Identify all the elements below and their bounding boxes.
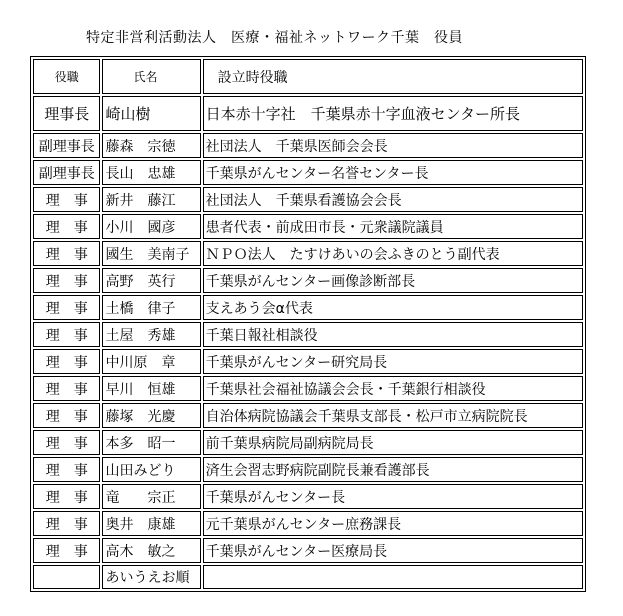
officer-name: 小川 國彦 bbox=[102, 214, 200, 239]
table-row bbox=[33, 268, 583, 293]
table-row bbox=[33, 376, 583, 401]
officer-name: 新井 藤江 bbox=[102, 187, 200, 212]
officer-role: 理 事 bbox=[33, 538, 100, 563]
header-name: 氏名 bbox=[102, 59, 200, 94]
officer-role: 副理事長 bbox=[33, 160, 100, 185]
sort-note: あいうえお順 bbox=[102, 565, 200, 589]
officer-position: 済生会習志野病院副院長兼看護部長 bbox=[203, 457, 583, 482]
officer-name: 土屋 秀雄 bbox=[102, 322, 200, 347]
officer-position: 千葉日報社相談役 bbox=[203, 322, 583, 347]
officer-name: 土橋 律子 bbox=[102, 295, 200, 320]
officer-position: 社団法人 千葉県医師会会長 bbox=[203, 133, 583, 158]
officer-role: 理 事 bbox=[33, 214, 100, 239]
officer-name: 藤森 宗徳 bbox=[102, 133, 200, 158]
officer-position: ＮＰＯ法人 たすけあいの会ふきのとう副代表 bbox=[203, 241, 583, 266]
officer-role: 理 事 bbox=[33, 295, 100, 320]
officer-role: 理 事 bbox=[33, 322, 100, 347]
table-row bbox=[33, 403, 583, 428]
table-row bbox=[33, 538, 583, 563]
officer-name: 藤塚 光慶 bbox=[102, 403, 200, 428]
officer-name: 早川 恒雄 bbox=[102, 376, 200, 401]
officer-role: 理 事 bbox=[33, 511, 100, 536]
officer-name: 本多 昭一 bbox=[102, 430, 200, 455]
table-row bbox=[33, 349, 583, 374]
officer-name: 長山 忠雄 bbox=[102, 160, 200, 185]
officer-position: 自治体病院協議会千葉県支部長・松戸市立病院院長 bbox=[203, 403, 583, 428]
table-row bbox=[33, 160, 583, 185]
officer-role: 理 事 bbox=[33, 376, 100, 401]
officer-position: 千葉県がんセンター医療局長 bbox=[203, 538, 583, 563]
officer-role: 理 事 bbox=[33, 187, 100, 212]
footer-row bbox=[33, 565, 583, 589]
chair-row bbox=[33, 96, 583, 131]
officer-role: 理 事 bbox=[33, 268, 100, 293]
officer-position: 患者代表・前成田市長・元衆議院議員 bbox=[203, 214, 583, 239]
chair-position: 日本赤十字社 千葉県赤十字血液センター所長 bbox=[203, 96, 583, 131]
officer-name: 中川原 章 bbox=[102, 349, 200, 374]
officer-position: 千葉県社会福祉協議会会長・千葉銀行相談役 bbox=[203, 376, 583, 401]
officer-position: 千葉県がんセンター研究局長 bbox=[203, 349, 583, 374]
footer-position bbox=[203, 565, 583, 589]
officer-name: 奥井 康雄 bbox=[102, 511, 200, 536]
officer-role: 理 事 bbox=[33, 457, 100, 482]
table-row bbox=[33, 322, 583, 347]
officer-position: 支えあう会α代表 bbox=[203, 295, 583, 320]
officer-position: 千葉県がんセンター画像診断部長 bbox=[203, 268, 583, 293]
table-row bbox=[33, 187, 583, 212]
officer-name: 竜 宗正 bbox=[102, 484, 200, 509]
officer-role: 理 事 bbox=[33, 484, 100, 509]
footer-role bbox=[33, 565, 100, 589]
officer-name: 國生 美南子 bbox=[102, 241, 200, 266]
table-row bbox=[33, 430, 583, 455]
header-role: 役職 bbox=[33, 59, 100, 94]
officer-position: 元千葉県がんセンター庶務課長 bbox=[203, 511, 583, 536]
table-row bbox=[33, 241, 583, 266]
officer-name: 山田みどり bbox=[102, 457, 200, 482]
officer-position: 社団法人 千葉県看護協会会長 bbox=[203, 187, 583, 212]
officer-role: 副理事長 bbox=[33, 133, 100, 158]
table-row bbox=[33, 484, 583, 509]
table-row bbox=[33, 214, 583, 239]
officers-table bbox=[30, 56, 586, 592]
table-row bbox=[33, 511, 583, 536]
header-position: 設立時役職 bbox=[203, 59, 583, 94]
table-header-row bbox=[33, 59, 583, 94]
table-row bbox=[33, 295, 583, 320]
officer-name: 高木 敏之 bbox=[102, 538, 200, 563]
table-row bbox=[33, 133, 583, 158]
officer-role: 理 事 bbox=[33, 403, 100, 428]
page-title: 特定非営利活動法人 医療・福祉ネットワーク千葉 役員 bbox=[86, 30, 463, 46]
officer-position: 千葉県がんセンター名誉センター長 bbox=[203, 160, 583, 185]
officer-role: 理 事 bbox=[33, 430, 100, 455]
officer-position: 前千葉県病院局副病院局長 bbox=[203, 430, 583, 455]
chair-role: 理事長 bbox=[33, 96, 100, 131]
officer-role: 理 事 bbox=[33, 241, 100, 266]
table-row bbox=[33, 457, 583, 482]
officer-name: 高野 英行 bbox=[102, 268, 200, 293]
officer-position: 千葉県がんセンター長 bbox=[203, 484, 583, 509]
chair-name: 崎山樹 bbox=[102, 96, 200, 131]
officer-role: 理 事 bbox=[33, 349, 100, 374]
